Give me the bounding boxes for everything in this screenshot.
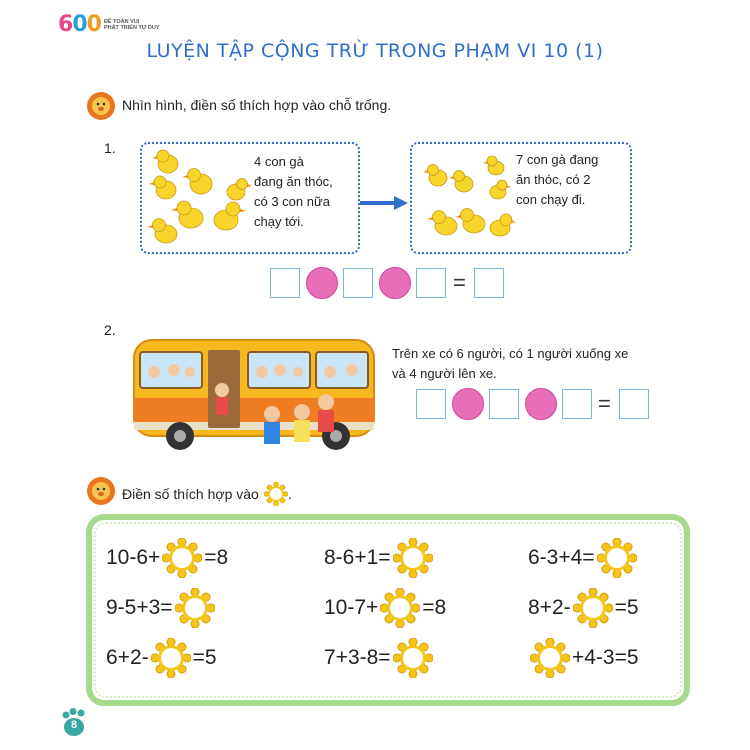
page-number: 8 [71, 719, 78, 731]
q1-answer-box-1[interactable] [270, 268, 300, 298]
q2-answer-box-3[interactable] [562, 389, 592, 419]
q1-answer-box-3[interactable] [416, 268, 446, 298]
q1-right-text: 7 con gà đang ăn thóc, có 2 con chạy đi. [516, 152, 599, 207]
q2-operator-circle-2[interactable] [525, 388, 557, 420]
q1-left-picture-box [140, 142, 360, 254]
sun-blank-input[interactable] [393, 538, 433, 578]
exercise-8: 7+3-8= [324, 638, 435, 678]
question-2-number: 2. [104, 322, 116, 338]
q1-operator-circle-1[interactable] [306, 267, 338, 299]
sun-blank-input[interactable] [162, 538, 202, 578]
exercise-4: 9-5+3= [106, 588, 217, 628]
q2-answer-box-2[interactable] [489, 389, 519, 419]
exercise-5: 10-7+ =8 [324, 588, 446, 628]
q2-operator-circle-1[interactable] [452, 388, 484, 420]
q2-answer-box-1[interactable] [416, 389, 446, 419]
chicks-group-left [146, 146, 256, 250]
sun-blank-icon [264, 482, 288, 506]
exercise-6: 8+2- =5 [528, 588, 639, 628]
q1-right-picture-box [410, 142, 632, 254]
lion-icon [86, 91, 116, 121]
right-arrow-icon [360, 196, 408, 210]
school-bus-illustration [130, 328, 380, 456]
sun-blank-input[interactable] [175, 588, 215, 628]
q1-left-text: 4 con gà đang ăn thóc, có 3 con nữa chạy tới. [254, 154, 333, 229]
brand-logo [58, 12, 160, 37]
exercise-2: 8-6+1= [324, 538, 435, 578]
sun-blank-input[interactable] [597, 538, 637, 578]
exercise-1: 10-6+ =8 [106, 538, 228, 578]
sun-blank-input[interactable] [393, 638, 433, 678]
lion-icon [86, 476, 116, 506]
q2-problem-text: Trên xe có 6 người, có 1 người xuống xe và 4 người lên xe. [392, 346, 629, 381]
q1-equals-sign: = [453, 270, 466, 295]
q1-answer-box-result[interactable] [474, 268, 504, 298]
page-number-badge [60, 708, 90, 743]
sun-blank-input[interactable] [573, 588, 613, 628]
logo-subtitle: ĐỀ TOÁN VUI PHÁT TRIỂN TƯ DUY [103, 18, 160, 31]
sun-blank-input[interactable] [380, 588, 420, 628]
exercise-9: +4-3=5 [528, 638, 639, 678]
section1-instruction: Nhìn hình, điền số thích hợp vào chỗ trống. [122, 97, 392, 113]
section2-instruction: Điền số thích hợp vào . [122, 482, 292, 506]
q1-operator-circle-2[interactable] [379, 267, 411, 299]
q2-answer-box-result[interactable] [619, 389, 649, 419]
logo-number: 600 [58, 12, 101, 37]
q2-equals-sign: = [598, 391, 611, 416]
sun-blank-input[interactable] [530, 638, 570, 678]
question-1-number: 1. [104, 140, 116, 156]
page-title: LUYỆN TẬP CỘNG TRỪ TRONG PHẠM VI 10 (1) [146, 40, 604, 62]
exercise-7: 6+2- =5 [106, 638, 217, 678]
sun-blank-input[interactable] [151, 638, 191, 678]
chicks-group-right [416, 148, 516, 248]
q1-answer-box-2[interactable] [343, 268, 373, 298]
exercise-3: 6-3+4= [528, 538, 639, 578]
